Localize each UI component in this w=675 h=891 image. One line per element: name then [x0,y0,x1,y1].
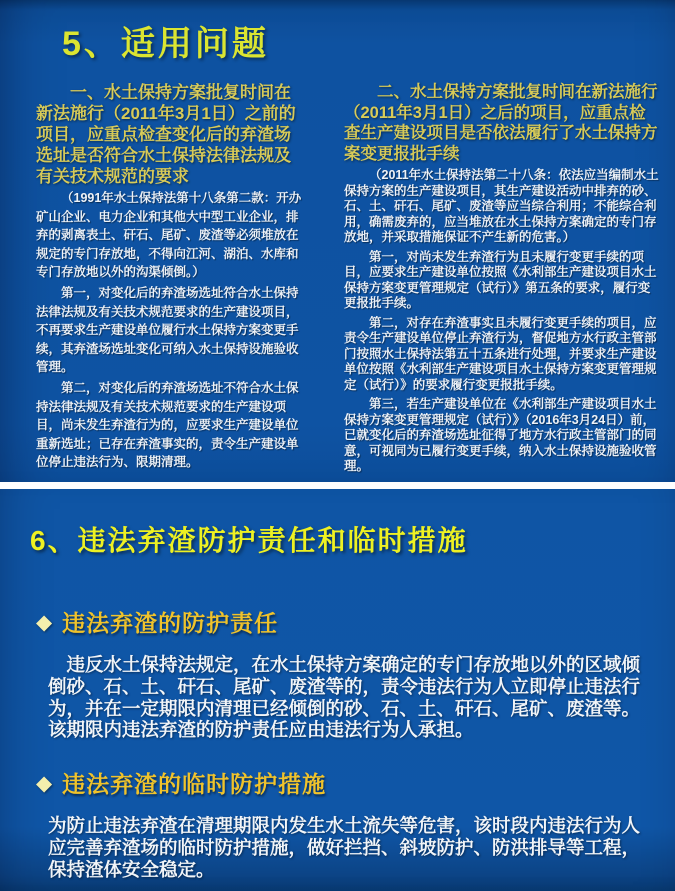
column-before-new-law [36,82,304,475]
subheading-label: 违法弃渣的防护责任 [62,610,279,636]
right-lead-paragraph: 二、水土保持方案批复时间在新法施行（2011年3月1日）之后的项目，应重点检查生产建设项目是否依法履行了水土保持方案变更报批手续 [344,83,658,163]
two-column-layout [0,82,675,475]
diamond-bullet-icon: ◆ [36,611,53,634]
section-illegal-dumping [0,489,675,891]
left-paragraph-second: 第二，对变化后的弃渣场选址不符合水土保持法律法规及有关技术规范要求的生产建设项目，尚未发生弃渣行为的，应要求生产建设单位重新选址；已存在弃渣事实的，责令生产建设单位停止违法行为、限期清理。 [36,380,299,470]
temporary-measures-body: 为防止违法弃渣在清理期限内发生水土流失等危害，该时段内违法行为人应完善弃渣场的临时防护措施，做好拦挡、斜坡防护、防洪排导等工程，保持渣体安全稳定。 [48,815,641,880]
section-6-title: 6、违法弃渣防护责任和临时措施 [30,525,468,556]
column-after-new-law [344,82,662,475]
left-lead-paragraph: 一、水土保持方案批复时间在新法施行（2011年3月1日）之前的项目，应重点检查变化后的弃渣场选址是否符合水土保持法律法规及有关技术规范的要求 [36,83,296,186]
left-paragraph-first: 第一，对变化后的弃渣场选址符合水土保持法律法规及有关技术规范要求的生产建设项目，不再要求生产建设单位履行水土保持方案变更手续，其弃渣场选址变化可纳入水土保持设施验收管理。 [36,285,299,375]
diamond-bullet-icon: ◆ [36,772,53,796]
right-paragraph-first: 第一，对尚未发生弃渣行为且未履行变更手续的项目，应要求生产建设单位按照《水利部生产建设项目水土保持方案变更管理规定（试行）》第五条的要求，履行变更报批手续。 [344,249,657,310]
right-paragraph-law-2011: （2011年水土保持法第二十八条：依法应当编制水土保持方案的生产建设项目，其生产建设活动中排弃的砂、石、土、矸石、尾矿、废渣等应当综合利用；不能综合利用，确需废弃的，应当堆放在水土保持方案确定的专门存放地，并采取措施保证不产生新的危害。） [344,168,659,244]
right-paragraph-second: 第二，对存在弃渣事实且未履行变更手续的项目，应责令生产建设单位停止弃渣行为，督促地方水行政主管部门按照水土保持法第五十五条进行处理，并要求生产建设单位按照《水利部生产建设项目水土保持方案变更管理规定（试行）》的要求履行变更报批手续。 [344,315,657,392]
section-divider [0,482,675,489]
subheading-protection-responsibility [36,608,675,638]
left-paragraph-law-1991: （1991年水土保持法第十八条第二款：开办矿山企业、电力企业和其他大中型工业企业，排弃的剥离表土、矸石、尾矿、废渣等必须堆放在规定的专门存放地，不得向江河、湖泊、水库和专门存放地以外的沟渠倾倒。） [36,191,302,280]
section-5-title: 5、适用问题 [62,25,269,63]
subheading-label: 违法弃渣的临时防护措施 [62,771,327,798]
protection-responsibility-body: 违反水土保持法规定，在水土保持方案确定的专门存放地以外的区域倾倒砂、石、土、矸石、尾矿、废渣等的，责令违法行为人立即停止违法行为，并在一定期限内清理已经倾倒的砂、石、土、矸石、尾矿、废渣等。该期限内违法弃渣的防护责任应由违法行为人承担。 [48,654,641,741]
right-paragraph-third: 第三，若生产建设单位在《水利部生产建设项目水土保持方案变更管理规定（试行）》（2016年3月24日）前，已就变化后的弃渣场选址征得了地方水行政主管部门的同意，可视同为已履行变更手续，纳入水土保持设施验收管理。 [344,397,657,473]
subheading-temporary-measures [36,769,675,799]
